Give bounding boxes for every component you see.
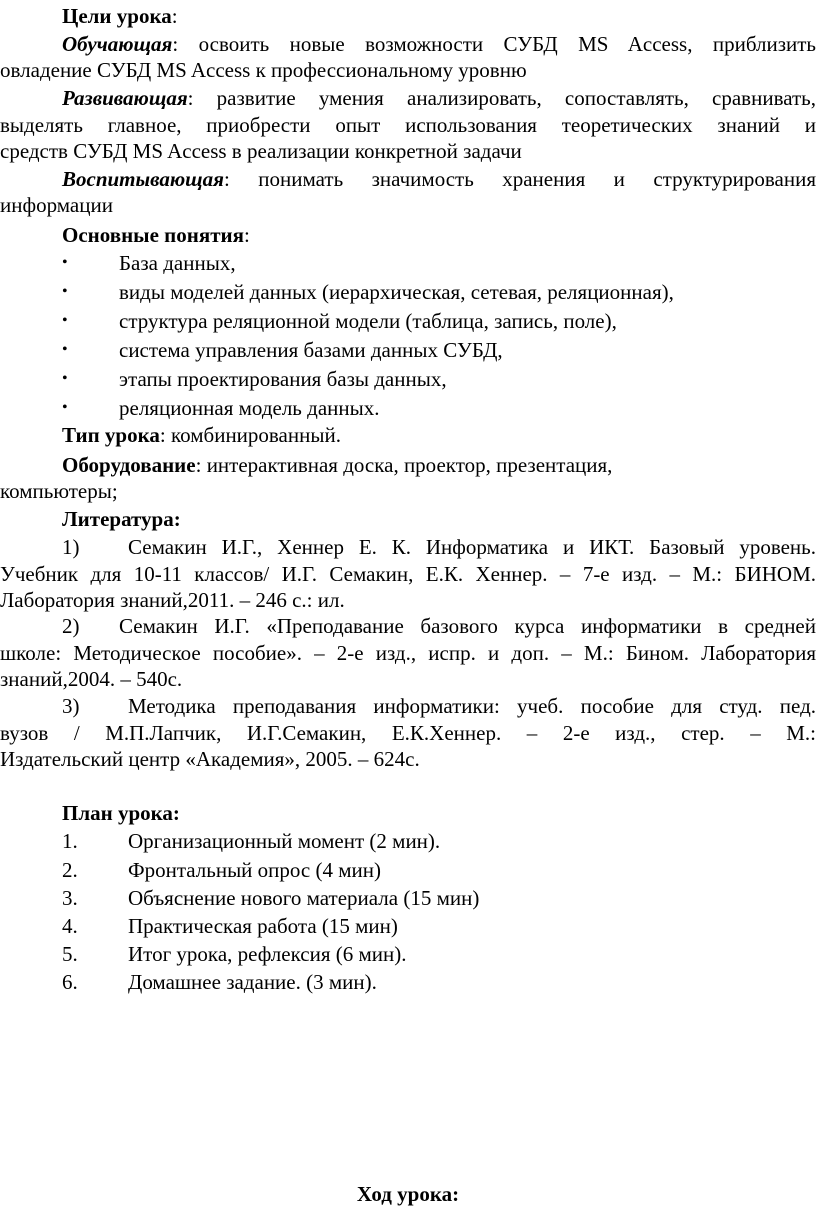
concept-text: система управления базами данных СУБД, bbox=[119, 338, 503, 362]
goal-developing-line2: выделять главное, приобрести опыт использования теоретических знаний и bbox=[0, 113, 816, 137]
literature-line3: Издательский центр «Академия», 2005. – 624с. bbox=[0, 747, 420, 771]
plan-text: Объяснение нового материала (15 мин) bbox=[128, 886, 480, 910]
lesson-type-label: Тип урока bbox=[62, 423, 160, 447]
plan-num: 2. bbox=[62, 858, 78, 882]
bullet-icon: • bbox=[62, 341, 68, 358]
equipment-line2: компьютеры; bbox=[0, 479, 118, 503]
plan-num: 1. bbox=[62, 829, 78, 853]
literature-line3: Лаборатория знаний,2011. – 246 с.: ил. bbox=[0, 588, 345, 612]
goal-developing-text1: : развитие умения анализировать, сопоставлять, сравнивать, bbox=[187, 86, 816, 110]
concept-text: этапы проектирования базы данных, bbox=[119, 367, 447, 391]
plan-text: Практическая работа (15 мин) bbox=[128, 914, 398, 938]
goal-developing-line3: средств СУБД MS Access в реализации конкретной задачи bbox=[0, 139, 522, 163]
concept-text: структура реляционной модели (таблица, запись, поле), bbox=[119, 309, 617, 333]
goal-teaching-label: Обучающая bbox=[62, 32, 173, 56]
goal-educating-line2: информации bbox=[0, 193, 113, 217]
equipment-label: Оборудование bbox=[62, 453, 196, 477]
plan-heading: План урока: bbox=[62, 801, 180, 825]
plan-text: Итог урока, рефлексия (6 мин). bbox=[128, 942, 407, 966]
goal-teaching-line1 bbox=[62, 31, 816, 57]
plan-num: 5. bbox=[62, 942, 78, 966]
literature-line2: Учебник для 10-11 классов/ И.Г. Семакин, Е.К. Хеннер. – 7-е изд. – М.: БИНОМ. bbox=[0, 562, 816, 586]
goal-educating-label: Воспитывающая bbox=[62, 167, 224, 191]
literature-heading: Литература: bbox=[62, 507, 181, 531]
equipment-line1 bbox=[62, 452, 816, 478]
bullet-icon: • bbox=[62, 399, 68, 416]
goal-educating-line1 bbox=[62, 166, 816, 192]
goals-heading-line bbox=[62, 3, 816, 29]
literature-line1: Семакин И.Г. «Преподавание базового курса информатики в средней bbox=[119, 614, 816, 638]
goal-developing-label: Развивающая bbox=[62, 86, 188, 110]
goal-teaching-text1: : освоить новые возможности СУБД MS Access, приблизить bbox=[172, 32, 816, 56]
concept-text: реляционная модель данных. bbox=[119, 396, 380, 420]
plan-num: 6. bbox=[62, 970, 78, 994]
plan-num: 4. bbox=[62, 914, 78, 938]
course-heading: Ход урока: bbox=[356, 1182, 460, 1206]
goals-heading: Цели урока bbox=[62, 4, 172, 28]
literature-line1: Методика преподавания информатики: учеб. пособие для студ. пед. bbox=[128, 694, 816, 718]
literature-line2: вузов / М.П.Лапчик, И.Г.Семакин, Е.К.Хеннер. – 2-е изд., стер. – М.: bbox=[0, 721, 816, 745]
concept-text: виды моделей данных (иерархическая, сетевая, реляционная), bbox=[119, 280, 674, 304]
goals-colon: : bbox=[171, 4, 178, 28]
goal-developing-line1 bbox=[62, 85, 816, 111]
goal-teaching-line2: овладение СУБД MS Access к профессиональному уровню bbox=[0, 58, 527, 82]
literature-line1: Семакин И.Г., Хеннер Е. К. Информатика и ИКТ. Базовый уровень. bbox=[128, 535, 816, 559]
bullet-icon: • bbox=[62, 254, 68, 271]
literature-line2: школе: Методическое пособие». – 2-е изд., испр. и доп. – М.: Бином. Лаборатория bbox=[0, 641, 816, 665]
goal-educating-text1: : понимать значимость хранения и структурирования bbox=[223, 167, 816, 191]
concepts-heading-line bbox=[62, 222, 816, 248]
plan-text: Организационный момент (2 мин). bbox=[128, 829, 441, 853]
bullet-icon: • bbox=[62, 370, 68, 387]
concepts-colon: : bbox=[243, 223, 250, 247]
lesson-type-value: : комбинированный. bbox=[159, 423, 341, 447]
concepts-heading: Основные понятия bbox=[62, 223, 244, 247]
plan-text: Домашнее задание. (3 мин). bbox=[128, 970, 377, 994]
concept-text: База данных, bbox=[119, 251, 236, 275]
bullet-icon: • bbox=[62, 283, 68, 300]
literature-num: 1) bbox=[62, 535, 80, 559]
literature-num: 3) bbox=[62, 694, 80, 718]
plan-num: 3. bbox=[62, 886, 78, 910]
bullet-icon: • bbox=[62, 312, 68, 329]
plan-text: Фронтальный опрос (4 мин) bbox=[128, 858, 381, 882]
literature-num: 2) bbox=[62, 614, 80, 638]
lesson-type-line bbox=[62, 422, 816, 448]
equipment-text1: : интерактивная доска, проектор, презентация, bbox=[195, 453, 613, 477]
literature-line3: знаний,2004. – 540с. bbox=[0, 667, 183, 691]
